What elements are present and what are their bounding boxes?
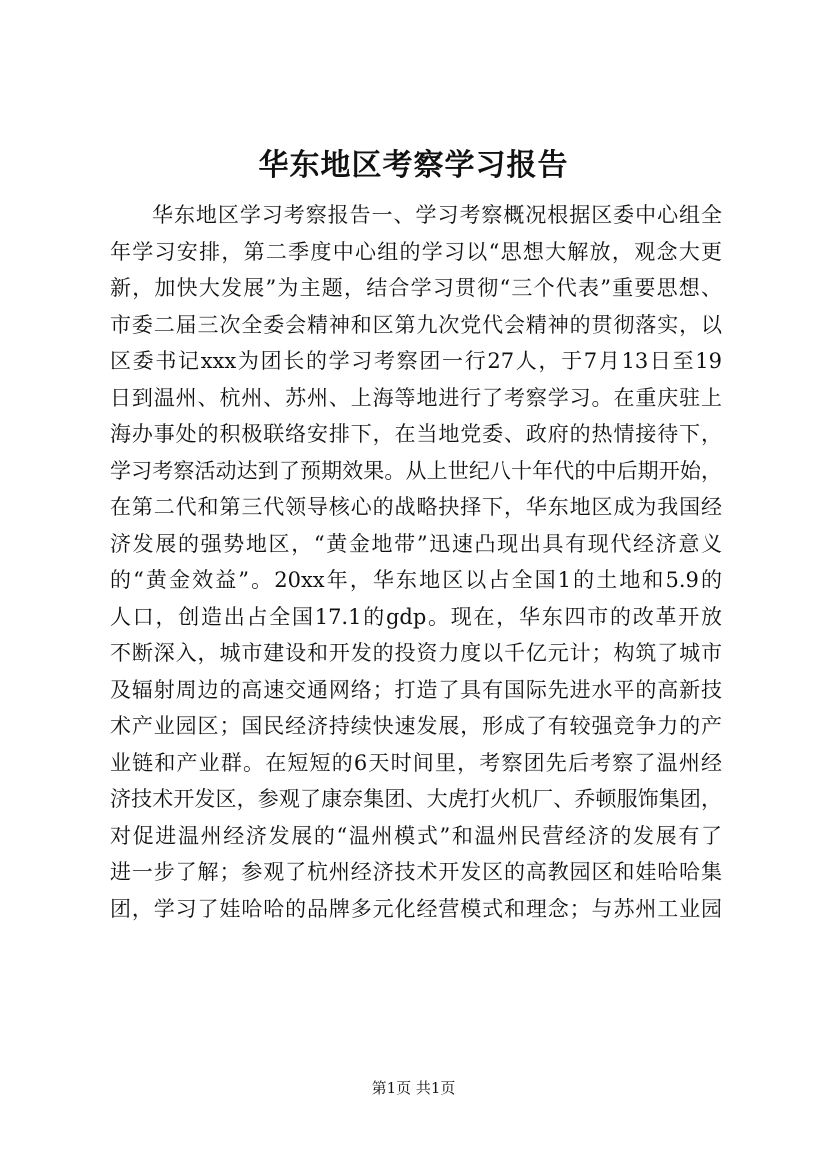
text-line: 进一步了解；参观了杭州经济技术开发区的高教园区和娃哈哈集 (110, 860, 722, 884)
text-line: 在第二代和第三代领导核心的战略抉择下，华东地区成为我国经 (110, 495, 722, 519)
text-line: 的“黄金效益”。20xx年，华东地区以占全国1的土地和5.9的 (110, 568, 722, 592)
text-line: 团，学习了娃哈哈的品牌多元化经营模式和理念；与苏州工业园 (110, 896, 722, 921)
text-line: 区委书记xxx为团长的学习考察团一行27人，于7月13日至19 (110, 349, 722, 373)
page-title: 华东地区考察学习报告 (258, 148, 569, 183)
text-line: 济发展的强势地区，“黄金地带”迅速凸现出具有现代经济意义 (110, 531, 722, 556)
text-line: 及辐射周边的高速交通网络；打造了具有国际先进水平的高新技 (110, 677, 722, 702)
text-line: 学习考察活动达到了预期效果。从上世纪八十年代的中后期开始， (110, 458, 722, 483)
text-line: 新，加快大发展”为主题，结合学习贯彻“三个代表”重要思想、 (110, 276, 722, 300)
text-line: 年学习安排，第二季度中心组的学习以“思想大解放，观念大更 (110, 239, 722, 264)
text-line: 日到温州、杭州、苏州、上海等地进行了考察学习。在重庆驻上 (110, 385, 722, 410)
text-line: 不断深入，城市建设和开发的投资力度以千亿元计；构筑了城市 (110, 641, 722, 665)
text-line: 市委二届三次全委会精神和区第九次党代会精神的贯彻落实，以 (110, 312, 722, 337)
text-line: 济技术开发区，参观了康奈集团、大虎打火机厂、乔顿服饰集团， (110, 787, 722, 811)
body-paragraph (110, 197, 722, 927)
text-line: 业链和产业群。在短短的6天时间里，考察团先后考察了温州经 (110, 750, 722, 775)
text-line: 术产业园区；国民经济持续快速发展，形成了有较强竞争力的产 (110, 714, 722, 738)
text-line: 华东地区学习考察报告一、学习考察概况根据区委中心组全 (152, 203, 722, 227)
text-line: 海办事处的积极联络安排下，在当地党委、政府的热情接待下， (110, 422, 722, 446)
text-line: 人口，创造出占全国17.1的gdp。现在，华东四市的改革开放 (110, 604, 722, 629)
text-line: 对促进温州经济发展的“温州模式”和温州民营经济的发展有了 (110, 823, 722, 848)
page-number-footer: 第1页 共1页 (371, 1079, 456, 1097)
